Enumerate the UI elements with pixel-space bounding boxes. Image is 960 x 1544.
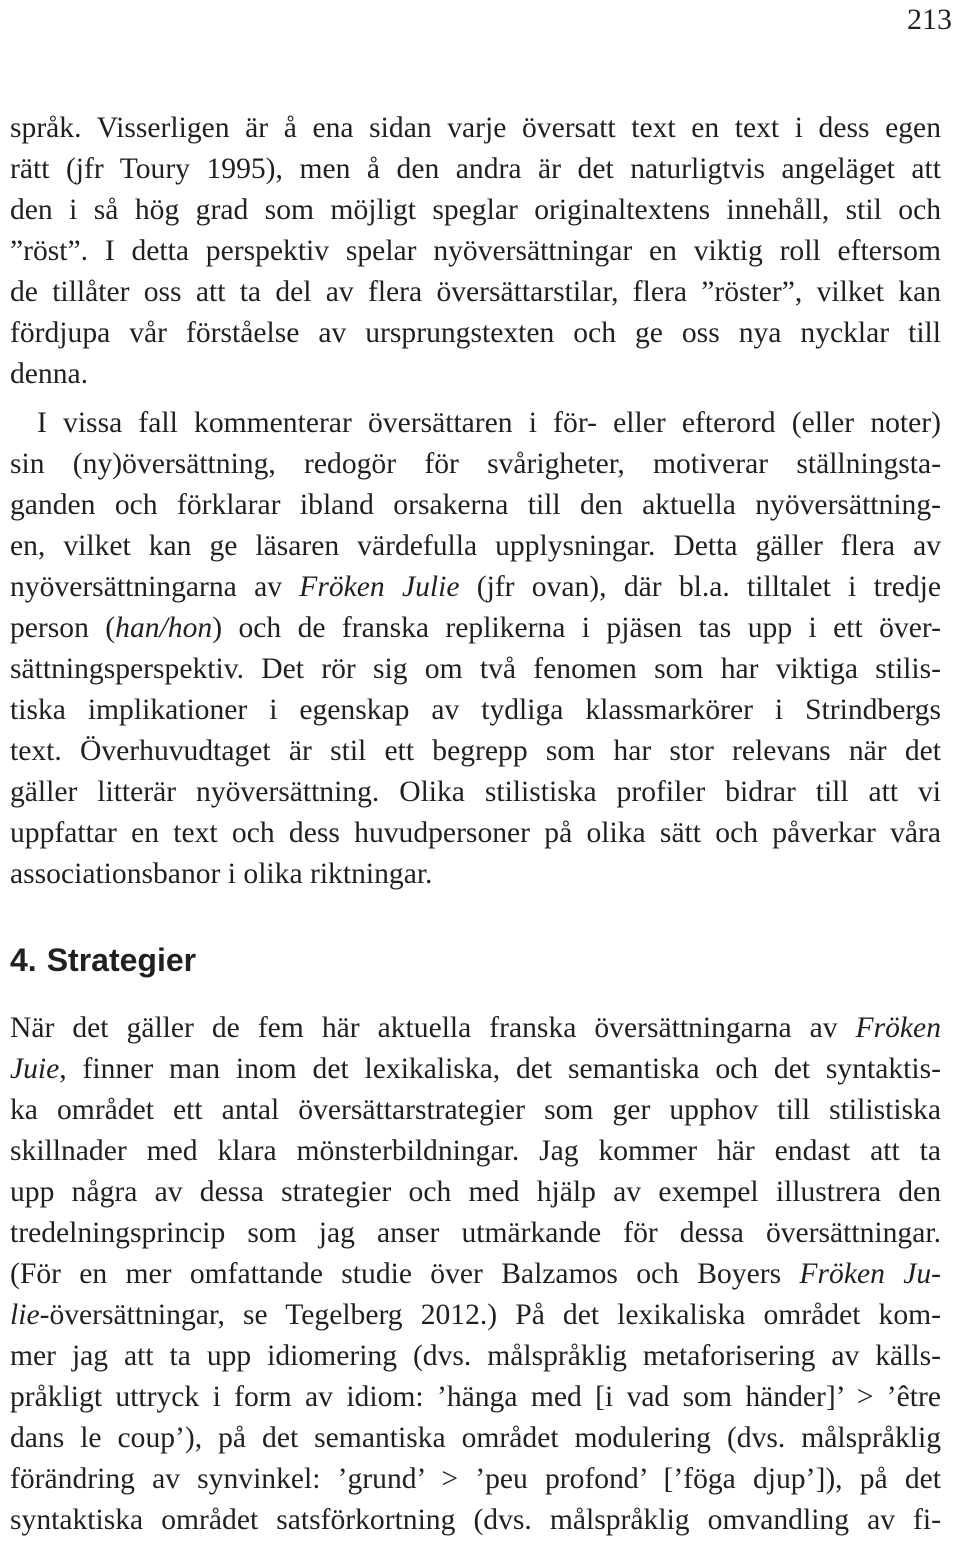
italic-title: Fröken <box>855 1012 941 1044</box>
text-line: skillnader med klara mönsterbildningar. Jag kommer här endast att ta <box>10 1135 941 1167</box>
text-line: mer jag att ta upp idiomering (dvs. målspråklig metaforisering av källs- <box>10 1340 941 1372</box>
italic-title: lie <box>10 1299 40 1331</box>
text-line: denna. <box>10 358 89 390</box>
paragraph-strategies <box>10 1008 941 1541</box>
section-title: Strategier <box>46 942 197 978</box>
text-line: sättningsperspektiv. Det rör sig om två fenomen som har viktiga stilis- <box>10 653 941 685</box>
section-heading <box>10 938 196 982</box>
text-segment: nyöversättningarna av <box>10 571 300 603</box>
text-line: tiska implikationer i egenskap av tydliga klassmarkörer i Strindbergs <box>10 694 941 726</box>
text-line <box>10 1008 941 1049</box>
text-line: associationsbanor i olika riktningar. <box>10 858 433 890</box>
text-line: gäller litterär nyöversättning. Olika stilistiska profiler bidrar till att vi <box>10 776 941 808</box>
text-segment: (För en mer omfattande studie över Balzamos och Boyers <box>10 1258 800 1290</box>
text-line: den i så hög grad som möjligt speglar originaltextens innehåll, stil och <box>10 194 941 226</box>
text-line <box>10 567 941 608</box>
text-segment: person ( <box>10 612 116 644</box>
text-line <box>10 608 941 649</box>
text-line: syntaktiska området satsförkortning (dvs. målspråklig omvandling av fi- <box>10 1504 941 1536</box>
text-line: text. Överhuvudtaget är stil ett begrepp som har stor relevans när det <box>10 735 941 767</box>
italic-title: Fröken Ju- <box>799 1258 941 1290</box>
page-number: 213 <box>907 3 952 36</box>
text-line <box>10 1295 941 1336</box>
text-line: I vissa fall kommenterar översättaren i för- eller efterord (eller noter) <box>37 407 941 439</box>
text-line: sin (ny)översättning, redogör för svårigheter, motiverar ställningsta- <box>10 448 941 480</box>
text-line: förändring av synvinkel: ’grund’ > ’peu profond’ [’föga djup’]), på det <box>10 1463 941 1495</box>
text-line: pråkligt uttryck i form av idiom: ’hänga med [i vad som händer]’ > ’être <box>10 1381 941 1413</box>
text-line <box>10 1049 941 1090</box>
section-number: 4. <box>10 942 37 978</box>
italic-term: han/hon <box>115 612 213 644</box>
text-segment: ) och de franska replikerna i pjäsen tas upp i ett över- <box>212 612 941 644</box>
italic-title: Juie <box>10 1053 60 1085</box>
text-line: tredelningsprincip som jag anser utmärkande för dessa översättningar. <box>10 1217 941 1249</box>
text-line <box>10 1254 941 1295</box>
text-line: ka området ett antal översättarstrategier som ger upphov till stilistiska <box>10 1094 941 1126</box>
paragraph-intro <box>10 108 941 395</box>
text-line: dans le coup’), på det semantiska området modulering (dvs. målspråklig <box>10 1422 941 1454</box>
text-line: rätt (jfr Toury 1995), men å den andra är det naturligtvis angeläget att <box>10 153 941 185</box>
text-segment: -översättningar, se Tegelberg 2012.) På det lexikaliska området kom- <box>39 1299 941 1331</box>
text-segment: , finner man inom det lexikaliska, det semantiska och det syntaktis- <box>59 1053 941 1085</box>
text-segment: (jfr ovan), där bl.a. tilltalet i tredje <box>459 571 941 603</box>
text-segment: När det gäller de fem här aktuella franska översättningarna av <box>10 1012 856 1044</box>
text-line: fördjupa vår förståelse av ursprungstexten och ge oss nya nycklar till <box>10 317 941 349</box>
text-line: en, vilket kan ge läsaren värdefulla upplysningar. Detta gäller flera av <box>10 530 941 562</box>
italic-title: Fröken Julie <box>299 571 460 603</box>
text-line: ganden och förklarar ibland orsakerna till den aktuella nyöversättning- <box>10 489 941 521</box>
paragraph-translator-comments <box>10 403 941 895</box>
text-line: uppfattar en text och dess huvudpersoner på olika sätt och påverkar våra <box>10 817 941 849</box>
text-line: ”röst”. I detta perspektiv spelar nyöversättningar en viktig roll eftersom <box>10 235 941 267</box>
text-line: språk. Visserligen är å ena sidan varje översatt text en text i dess egen <box>10 112 941 144</box>
text-line: de tillåter oss att ta del av flera översättarstilar, flera ”röster”, vilket kan <box>10 276 941 308</box>
text-line: upp några av dessa strategier och med hjälp av exempel illustrera den <box>10 1176 941 1208</box>
